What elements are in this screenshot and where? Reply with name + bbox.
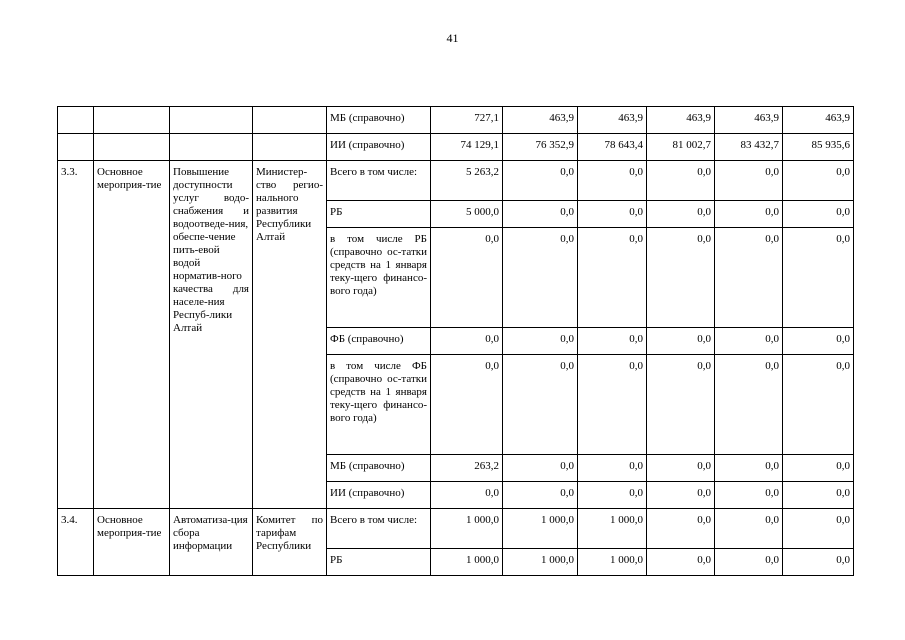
funding-source-cell: ИИ (справочно) xyxy=(327,134,431,161)
table-row xyxy=(58,107,854,134)
value-cell: 0,0 xyxy=(431,355,503,455)
funding-source-cell: Всего в том числе: xyxy=(327,509,431,549)
value-cell: 1 000,0 xyxy=(503,549,578,576)
value-cell: 0,0 xyxy=(503,161,578,201)
value-cell: 0,0 xyxy=(578,161,647,201)
value-cell: 463,9 xyxy=(503,107,578,134)
empty-cell xyxy=(94,134,170,161)
value-cell: 463,9 xyxy=(578,107,647,134)
value-cell: 0,0 xyxy=(647,509,715,549)
value-cell: 0,0 xyxy=(647,355,715,455)
empty-cell xyxy=(58,107,94,134)
value-cell: 0,0 xyxy=(578,355,647,455)
value-cell: 1 000,0 xyxy=(578,549,647,576)
value-cell: 0,0 xyxy=(503,328,578,355)
activity-name: Автоматиза-ция сбора информации xyxy=(170,509,253,576)
empty-cell xyxy=(253,134,327,161)
value-cell: 0,0 xyxy=(783,328,854,355)
value-cell: 0,0 xyxy=(715,482,783,509)
value-cell: 0,0 xyxy=(783,161,854,201)
value-cell: 463,9 xyxy=(783,107,854,134)
value-cell: 263,2 xyxy=(431,455,503,482)
value-cell: 0,0 xyxy=(647,328,715,355)
value-cell: 83 432,7 xyxy=(715,134,783,161)
value-cell: 0,0 xyxy=(783,455,854,482)
funding-source-cell: ФБ (справочно) xyxy=(327,328,431,355)
funding-source-cell: РБ xyxy=(327,201,431,228)
funding-source-cell: ИИ (справочно) xyxy=(327,482,431,509)
activity-type: Основное мероприя-тие xyxy=(94,509,170,576)
value-cell: 463,9 xyxy=(647,107,715,134)
value-cell: 0,0 xyxy=(431,228,503,328)
table-row xyxy=(58,161,854,201)
value-cell: 0,0 xyxy=(715,509,783,549)
empty-cell xyxy=(94,107,170,134)
value-cell: 0,0 xyxy=(783,509,854,549)
value-cell: 5 000,0 xyxy=(431,201,503,228)
value-cell: 1 000,0 xyxy=(431,549,503,576)
value-cell: 78 643,4 xyxy=(578,134,647,161)
activity-type: Основное мероприя-тие xyxy=(94,161,170,509)
value-cell: 0,0 xyxy=(578,328,647,355)
empty-cell xyxy=(170,134,253,161)
value-cell: 727,1 xyxy=(431,107,503,134)
responsible-executor: Министер-ство регио-нального развития Республики Алтай xyxy=(253,161,327,509)
section-number: 3.3. xyxy=(58,161,94,509)
value-cell: 0,0 xyxy=(715,228,783,328)
value-cell: 0,0 xyxy=(578,201,647,228)
responsible-executor: Комитет по тарифам Республики xyxy=(253,509,327,576)
value-cell: 85 935,6 xyxy=(783,134,854,161)
value-cell: 0,0 xyxy=(783,228,854,328)
value-cell: 0,0 xyxy=(715,201,783,228)
value-cell: 0,0 xyxy=(503,455,578,482)
value-cell: 0,0 xyxy=(503,228,578,328)
value-cell: 0,0 xyxy=(783,549,854,576)
value-cell: 0,0 xyxy=(647,549,715,576)
value-cell: 0,0 xyxy=(578,228,647,328)
value-cell: 0,0 xyxy=(715,355,783,455)
value-cell: 0,0 xyxy=(783,482,854,509)
empty-cell xyxy=(170,107,253,134)
section-number: 3.4. xyxy=(58,509,94,576)
page-number: 41 xyxy=(446,31,459,45)
value-cell: 0,0 xyxy=(715,161,783,201)
value-cell: 0,0 xyxy=(783,355,854,455)
value-cell: 81 002,7 xyxy=(647,134,715,161)
value-cell: 0,0 xyxy=(647,455,715,482)
funding-source-cell: РБ xyxy=(327,549,431,576)
value-cell: 0,0 xyxy=(647,228,715,328)
value-cell: 0,0 xyxy=(715,455,783,482)
value-cell: 0,0 xyxy=(647,201,715,228)
activity-name: Повышение доступности услуг водо-снабжения и водоотведе-ния, обеспе-чение пить-евой водой норматив-ного качества для населе-ния Респуб-лики Алтай xyxy=(170,161,253,509)
empty-cell xyxy=(58,134,94,161)
table-row xyxy=(58,134,854,161)
value-cell: 76 352,9 xyxy=(503,134,578,161)
value-cell: 0,0 xyxy=(715,549,783,576)
funding-source-cell: в том числе ФБ (справочно ос-татки средств на 1 января теку-щего финансо-вого года) xyxy=(327,355,431,455)
value-cell: 0,0 xyxy=(578,455,647,482)
value-cell: 1 000,0 xyxy=(431,509,503,549)
budget-table xyxy=(57,106,854,576)
value-cell: 0,0 xyxy=(431,482,503,509)
value-cell: 463,9 xyxy=(715,107,783,134)
funding-source-cell: в том числе РБ (справочно ос-татки средств на 1 января теку-щего финансо-вого года) xyxy=(327,228,431,328)
value-cell: 0,0 xyxy=(647,482,715,509)
value-cell: 0,0 xyxy=(647,161,715,201)
value-cell: 0,0 xyxy=(783,201,854,228)
table-row xyxy=(58,509,854,549)
value-cell: 1 000,0 xyxy=(503,509,578,549)
funding-source-cell: МБ (справочно) xyxy=(327,455,431,482)
value-cell: 0,0 xyxy=(715,328,783,355)
value-cell: 0,0 xyxy=(503,482,578,509)
value-cell: 74 129,1 xyxy=(431,134,503,161)
value-cell: 5 263,2 xyxy=(431,161,503,201)
value-cell: 1 000,0 xyxy=(578,509,647,549)
value-cell: 0,0 xyxy=(503,201,578,228)
value-cell: 0,0 xyxy=(503,355,578,455)
empty-cell xyxy=(253,107,327,134)
value-cell: 0,0 xyxy=(578,482,647,509)
funding-source-cell: Всего в том числе: xyxy=(327,161,431,201)
value-cell: 0,0 xyxy=(431,328,503,355)
funding-source-cell: МБ (справочно) xyxy=(327,107,431,134)
